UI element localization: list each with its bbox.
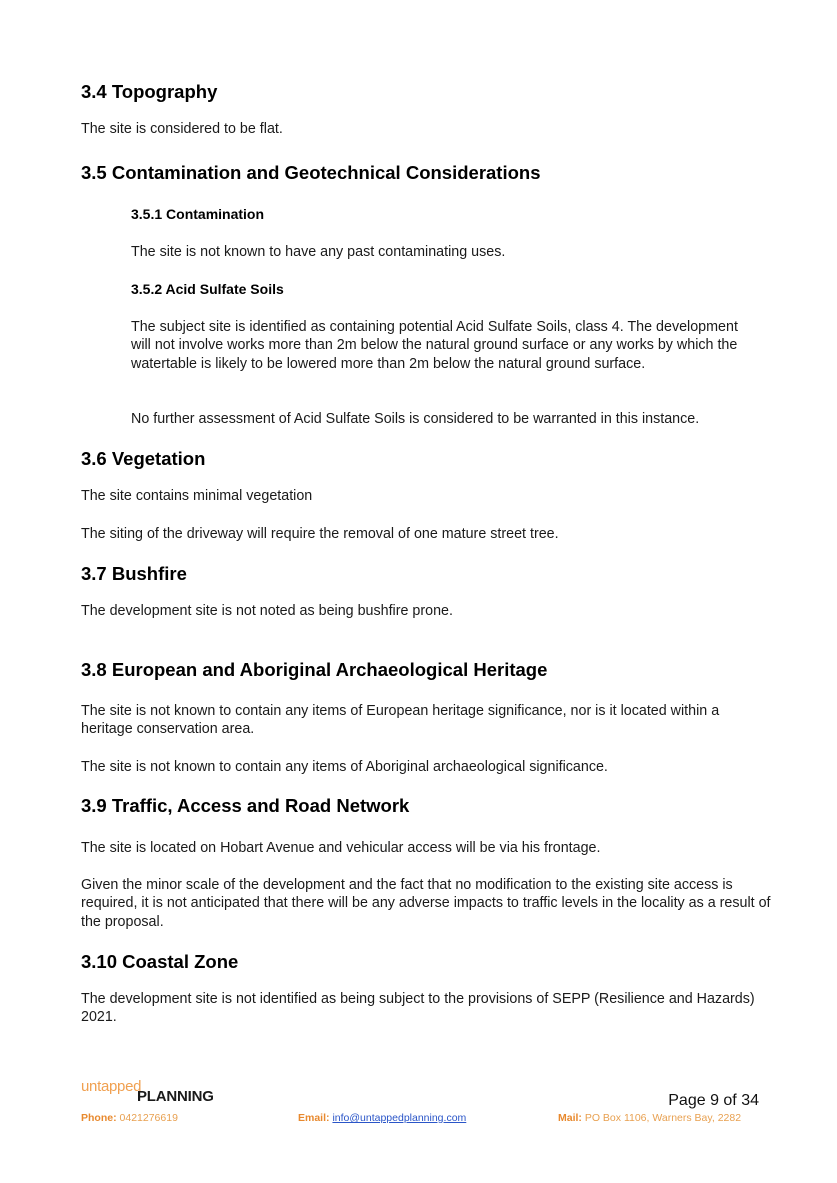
paragraph: The subject site is identified as containing potential Acid Sulfate Soils, class 4. The development will not involve works more than 2m below the natural ground surface or any works by which the watertable is likely to be lowered more than 2m below the natural ground surface.: [131, 319, 738, 372]
paragraph: The siting of the driveway will require the removal of one mature street tree.: [81, 526, 559, 542]
paragraph: No further assessment of Acid Sulfate Soils is considered to be warranted in this instance.: [131, 411, 700, 427]
phone-label: Phone:: [81, 1112, 117, 1124]
heading-3-4: 3.4 Topography: [81, 81, 218, 102]
logo-planning-text: PLANNING: [137, 1088, 214, 1105]
email-link[interactable]: info@untappedplanning.com: [332, 1112, 467, 1124]
paragraph: The site is not known to contain any items of European heritage significance, nor is it located within a heritage conservation area.: [81, 703, 720, 738]
paragraph: The site is located on Hobart Avenue and vehicular access will be via his frontage.: [81, 840, 601, 856]
heading-3-6: 3.6 Vegetation: [81, 448, 206, 469]
paragraph: Given the minor scale of the development and the fact that no modification to the existing site access is required, it is not anticipated that there will be any adverse impacts to traffic levels in the locality as a result of the proposal.: [81, 877, 771, 930]
heading-3-8: 3.8 European and Aboriginal Archaeological Heritage: [81, 659, 548, 680]
heading-3-7: 3.7 Bushfire: [81, 563, 187, 584]
page-number: Page 9 of 34: [668, 1092, 759, 1109]
paragraph: The site contains minimal vegetation: [81, 488, 313, 504]
heading-3-10: 3.10 Coastal Zone: [81, 951, 239, 972]
footer-email: [298, 1112, 466, 1124]
heading-3-5-2: 3.5.2 Acid Sulfate Soils: [131, 281, 284, 297]
paragraph: The site is considered to be flat.: [81, 121, 283, 137]
mail-label: Mail:: [558, 1112, 582, 1124]
footer-phone: [81, 1112, 178, 1124]
footer-mail: [558, 1112, 741, 1124]
heading-3-5: 3.5 Contamination and Geotechnical Considerations: [81, 162, 541, 183]
heading-3-5-1: 3.5.1 Contamination: [131, 206, 265, 222]
heading-3-9: 3.9 Traffic, Access and Road Network: [81, 795, 410, 816]
logo-untapped-text: untapped: [81, 1078, 142, 1095]
paragraph: The development site is not identified as being subject to the provisions of SEPP (Resilience and Hazards) 2021.: [81, 991, 755, 1026]
phone-value: 0421276619: [119, 1112, 178, 1124]
company-logo: [81, 1078, 231, 1108]
mail-value: PO Box 1106, Warners Bay, 2282: [584, 1112, 742, 1124]
paragraph: The site is not known to have any past contaminating uses.: [131, 244, 506, 260]
paragraph: The development site is not noted as being bushfire prone.: [81, 603, 453, 619]
email-label: Email:: [298, 1112, 330, 1124]
paragraph: The site is not known to contain any items of Aboriginal archaeological significance.: [81, 759, 608, 775]
